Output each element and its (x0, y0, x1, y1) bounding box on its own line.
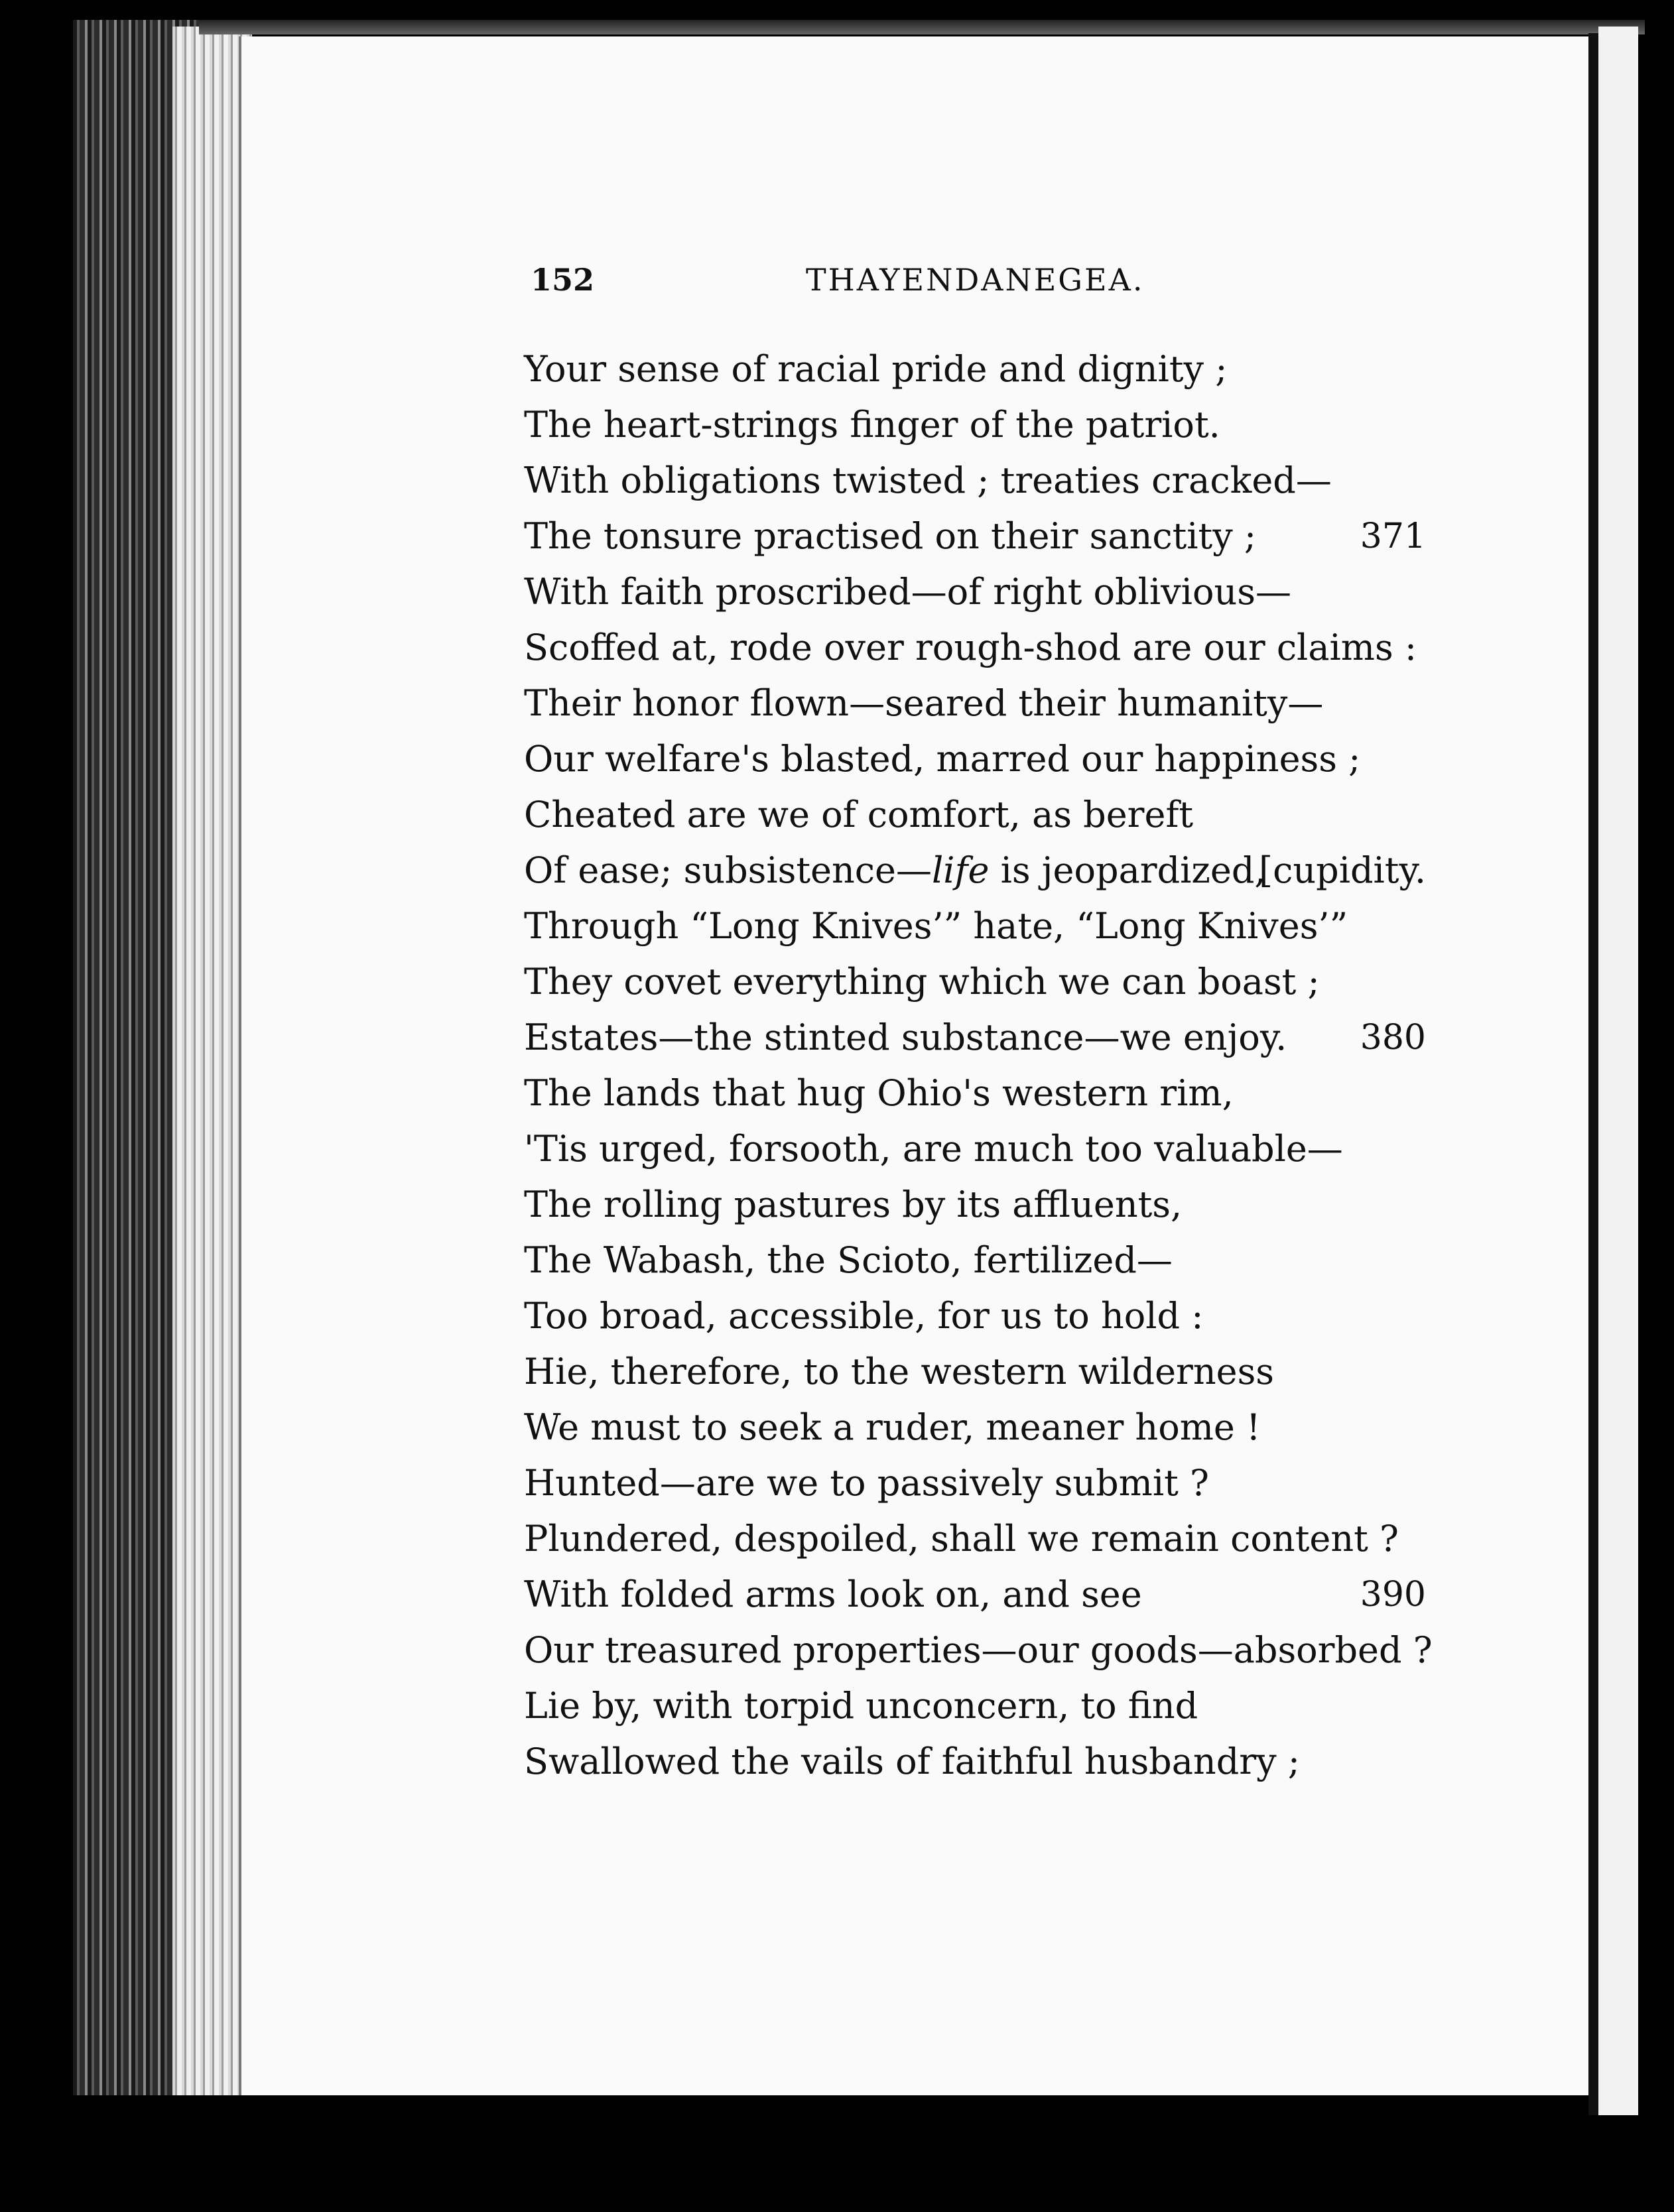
poem-line: Swallowed the vails of faithful husbandry ; (524, 1741, 1300, 1782)
poem-line: Hunted—are we to passively submit ? (524, 1462, 1209, 1504)
poem-line: Plundered, despoiled, shall we remain content ? (524, 1518, 1399, 1560)
poem-line: Their honor flown—seared their humanity— (524, 682, 1324, 724)
poem-line: They covet everything which we can boast ; (524, 961, 1320, 1003)
poem-line: We must to seek a ruder, meaner home ! (524, 1406, 1261, 1448)
poem-line: Of ease; subsistence—life is jeopardized, [cupidity. (524, 843, 1426, 898)
poem-line: The heart-strings finger of the patriot. (524, 404, 1220, 446)
gutter-shadow (1588, 33, 1598, 2115)
poem-line: Your sense of racial pride and dignity ; (524, 348, 1228, 390)
poem-line: Our welfare's blasted, marred our happiness ; (524, 738, 1361, 780)
poem-line: Scoffed at, rode over rough-shod are our claims : (524, 627, 1417, 668)
poem-line: The tonsure practised on their sanctity ; 371 (524, 509, 1426, 564)
poem-line: Cheated are we of comfort, as bereft (524, 794, 1194, 835)
poem-line: Estates—the stinted substance—we enjoy. 380 (524, 1010, 1426, 1066)
poem-line: The lands that hug Ohio's western rim, (524, 1072, 1234, 1114)
poem-line: With faith proscribed—of right oblivious— (524, 571, 1291, 613)
page-header (531, 262, 1459, 308)
poem-line: 'Tis urged, forsooth, are much too valuable— (524, 1128, 1343, 1170)
page-number: 152 (531, 262, 595, 298)
book-top-edge (199, 20, 1645, 34)
facing-page-edge (1598, 27, 1638, 2115)
running-title: THAYENDANEGEA. (806, 262, 1145, 298)
poem-line: Lie by, with torpid unconcern, to find (524, 1685, 1198, 1727)
poem-line: The Wabash, the Scioto, fertilized— (524, 1239, 1173, 1281)
poem-line: The rolling pastures by its affluents, (524, 1184, 1183, 1225)
poem-line: With obligations twisted ; treaties cracked— (524, 460, 1332, 501)
line-number: 371 (1360, 517, 1426, 556)
poem-line: Through “Long Knives’” hate, “Long Knives’” (524, 905, 1348, 947)
turnover-fragment: [cupidity. (1259, 849, 1426, 891)
poem-line: Too broad, accessible, for us to hold : (524, 1295, 1204, 1337)
poem-text (524, 341, 1433, 1790)
line-number: 390 (1360, 1575, 1426, 1615)
italic-word: life (932, 849, 990, 891)
poem-line: Our treasured properties—our goods—absorbed ? (524, 1629, 1433, 1671)
poem-line: With folded arms look on, and see 390 (524, 1567, 1426, 1623)
line-number: 380 (1360, 1018, 1426, 1058)
poem-line: Hie, therefore, to the western wilderness (524, 1351, 1274, 1392)
